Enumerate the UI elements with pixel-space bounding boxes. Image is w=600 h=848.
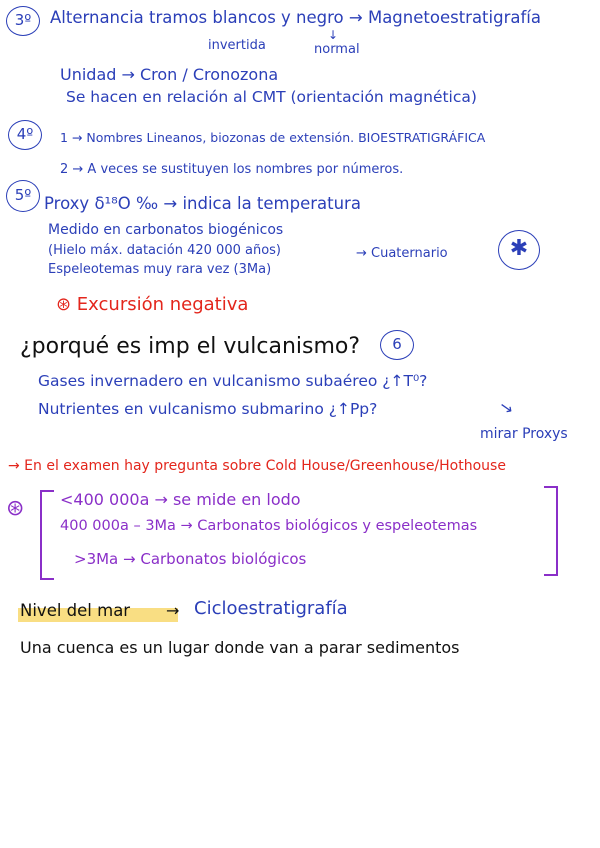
asterisk-circle: [498, 230, 540, 270]
s5-excursion-negativa: ⊛ Excursión negativa: [56, 294, 249, 315]
nivel-arrow: →: [166, 601, 180, 620]
list-item-2: 400 000a – 3Ma → Carbonatos biológicos y espeleotemas: [60, 518, 478, 534]
question-arrow: →: [495, 395, 518, 420]
section-4-number-text: 4º: [16, 125, 34, 143]
left-bracket: [40, 490, 54, 580]
exam-note: → En el examen hay pregunta sobre Cold House/Greenhouse/Hothouse: [8, 458, 506, 474]
section-5-number-text: 5º: [14, 186, 32, 204]
s3-line-1: Alternancia tramos blancos y negro → Magnetoestratigrafía: [50, 8, 541, 27]
s3-line-3: Se hacen en relación al CMT (orientación magnética): [66, 88, 477, 106]
s5-line-2: Medido en carbonatos biogénicos: [48, 222, 284, 238]
mirar-proxys: mirar Proxys: [480, 426, 568, 442]
s3-arrow-down: ↓: [328, 28, 339, 42]
section-3-number-text: 3º: [14, 11, 32, 29]
section-5-number: [6, 180, 40, 212]
question-title: ¿porqué es imp el vulcanismo?: [20, 334, 361, 359]
s3-invertida: invertida: [208, 38, 266, 53]
list-item-3: >3Ma → Carbonatos biológicos: [74, 550, 307, 568]
s5-line-3: (Hielo máx. datación 420 000 años): [48, 243, 282, 258]
s3-normal: normal: [314, 42, 360, 57]
cuenca-line: Una cuenca es un lugar donde van a parar sedimentos: [20, 638, 460, 657]
section-4-number: [8, 120, 42, 150]
nivel-del-mar: Nivel del mar: [20, 601, 131, 620]
question-number-circle: [380, 330, 414, 360]
s4-line-2: 2 → A veces se sustituyen los nombres por números.: [60, 162, 404, 177]
s5-line-1: Proxy δ¹⁸O ‰ → indica la temperatura: [44, 194, 361, 213]
s3-line-2: Unidad → Cron / Cronozona: [60, 65, 279, 84]
question-line-1: Gases invernadero en vulcanismo subaéreo ¿↑T⁰?: [38, 372, 428, 390]
s5-cuaternario: → Cuaternario: [356, 246, 448, 261]
list-item-1: <400 000a → se mide en lodo: [60, 490, 301, 509]
right-bracket: [544, 486, 558, 576]
s5-line-4: Espeleotemas muy rara vez (3Ma): [48, 262, 272, 277]
asterisk-icon: ✱: [509, 236, 529, 261]
s4-line-1: 1 → Nombres Lineanos, biozonas de extensión. BIOESTRATIGRÁFICA: [60, 130, 486, 145]
list-star-icon: ⊛: [6, 496, 25, 521]
section-3-number: [6, 6, 40, 36]
question-number: 6: [392, 335, 402, 353]
cicloestratigrafia: Cicloestratigrafía: [194, 598, 348, 619]
question-line-2: Nutrientes en vulcanismo submarino ¿↑Pp?: [38, 400, 378, 418]
